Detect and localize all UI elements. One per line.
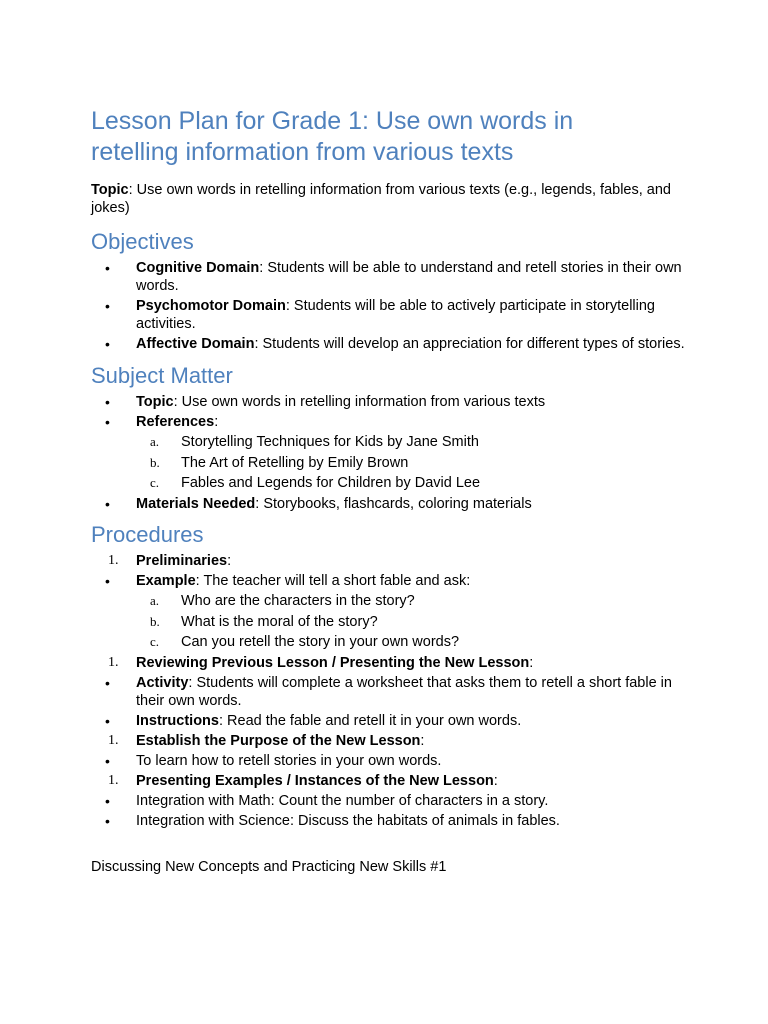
list-item — [91, 413, 691, 492]
list-item — [136, 633, 691, 651]
bullet-marker: • — [105, 712, 110, 729]
bullet-marker: • — [105, 336, 110, 352]
list-item — [91, 712, 691, 730]
item-text: : Students will be able to understand and retell stories in their own words. — [136, 260, 682, 294]
list-item — [91, 495, 691, 513]
number-marker: 1. — [108, 772, 119, 788]
item-text: : — [529, 654, 534, 671]
procedures-heading: Procedures — [91, 521, 204, 547]
procedures-list — [91, 552, 691, 830]
letter-marker: a. — [150, 593, 160, 608]
item-label: References — [136, 414, 215, 430]
list-item — [91, 732, 691, 750]
bullet-marker: • — [105, 674, 110, 691]
closing-paragraph: Discussing New Concepts and Practicing New Skills #1 — [91, 858, 447, 875]
number-marker: 1. — [108, 732, 119, 748]
list-item — [91, 654, 691, 672]
letter-marker: c. — [150, 475, 160, 490]
item-label: Materials Needed — [136, 495, 256, 512]
topic-label: Topic — [91, 182, 129, 198]
item-text: : The teacher will tell a short fable and ask: — [195, 573, 471, 589]
bullet-marker: • — [105, 812, 110, 829]
subject-matter-heading: Subject Matter — [91, 363, 233, 388]
item-label: Establish the Purpose of the New Lesson — [136, 732, 421, 749]
page-title: Lesson Plan for Grade 1: Use own words in retelling information from various texts — [91, 107, 574, 166]
item-text: : Use own words in retelling information from various texts — [173, 394, 546, 410]
item-text: : Students will be able to actively participate in storytelling activities. — [136, 298, 655, 332]
list-item — [91, 259, 691, 295]
objectives-heading: Objectives — [91, 229, 194, 254]
item-label: Cognitive Domain — [136, 260, 260, 276]
list-item — [91, 812, 691, 830]
item-label: Instructions — [136, 712, 219, 729]
references-list — [136, 433, 691, 492]
list-item — [136, 592, 691, 610]
item-text: Can you retell the story in your own words? — [181, 634, 460, 650]
subject-matter-list — [91, 393, 691, 513]
item-text: Who are the characters in the story? — [181, 593, 415, 609]
bullet-marker: • — [105, 260, 110, 276]
number-marker: 1. — [108, 654, 119, 670]
example-questions-list — [136, 592, 691, 651]
item-text: Integration with Science: Discuss the habitats of animals in fables. — [136, 812, 560, 829]
item-text: : Students will develop an appreciation for different types of stories. — [254, 336, 685, 352]
letter-marker: b. — [150, 454, 160, 470]
objectives-list — [91, 259, 691, 353]
bullet-marker: • — [105, 495, 110, 512]
list-item — [91, 772, 691, 790]
item-text: To learn how to retell stories in your own words. — [136, 752, 442, 769]
bullet-marker: • — [105, 792, 110, 809]
item-label: Reviewing Previous Lesson / Presenting the New Lesson — [136, 654, 530, 671]
item-text: : — [493, 772, 498, 789]
item-label: Preliminaries — [136, 552, 228, 569]
bullet-marker: • — [105, 394, 110, 410]
list-item — [91, 335, 691, 353]
item-label: Presenting Examples / Instances of the New Lesson — [136, 772, 494, 789]
list-item — [91, 674, 691, 710]
list-item — [136, 454, 691, 472]
bullet-marker: • — [105, 298, 110, 314]
list-item — [91, 792, 691, 810]
item-text: : Students will complete a worksheet that asks them to retell a short fable in their own words. — [136, 674, 672, 709]
bullet-marker: • — [105, 752, 110, 769]
bullet-marker: • — [105, 573, 110, 589]
item-label: Example — [136, 573, 196, 589]
list-item — [136, 474, 691, 492]
topic-text: : Use own words in retelling information from various texts (e.g., legends, fables, and jokes) — [91, 182, 671, 216]
item-label: Affective Domain — [136, 336, 255, 352]
item-label: Psychomotor Domain — [136, 298, 286, 314]
bullet-marker: • — [105, 414, 110, 430]
item-text: What is the moral of the story? — [181, 613, 378, 630]
item-text: Integration with Math: Count the number of characters in a story. — [136, 792, 549, 809]
item-text: : — [214, 414, 219, 430]
item-text: : — [227, 552, 232, 569]
letter-marker: c. — [150, 634, 160, 649]
item-text: Storytelling Techniques for Kids by Jane Smith — [181, 434, 479, 450]
item-text: : Read the fable and retell it in your own words. — [218, 712, 522, 729]
list-item — [136, 433, 691, 451]
number-marker: 1. — [108, 552, 119, 568]
list-item — [91, 752, 691, 770]
list-item — [91, 393, 691, 411]
list-item — [91, 297, 691, 333]
item-label: Topic — [136, 394, 174, 410]
list-item — [91, 572, 691, 651]
document-page — [91, 106, 691, 876]
list-item — [91, 552, 691, 570]
topic-paragraph — [91, 181, 681, 217]
item-label: Activity — [136, 674, 189, 691]
item-text: : — [420, 732, 425, 749]
letter-marker: a. — [150, 434, 160, 449]
list-item — [136, 613, 691, 631]
item-text: : Storybooks, flashcards, coloring materials — [255, 495, 532, 512]
item-text: Fables and Legends for Children by David Lee — [181, 475, 481, 491]
letter-marker: b. — [150, 613, 160, 629]
item-text: The Art of Retelling by Emily Brown — [181, 454, 409, 471]
